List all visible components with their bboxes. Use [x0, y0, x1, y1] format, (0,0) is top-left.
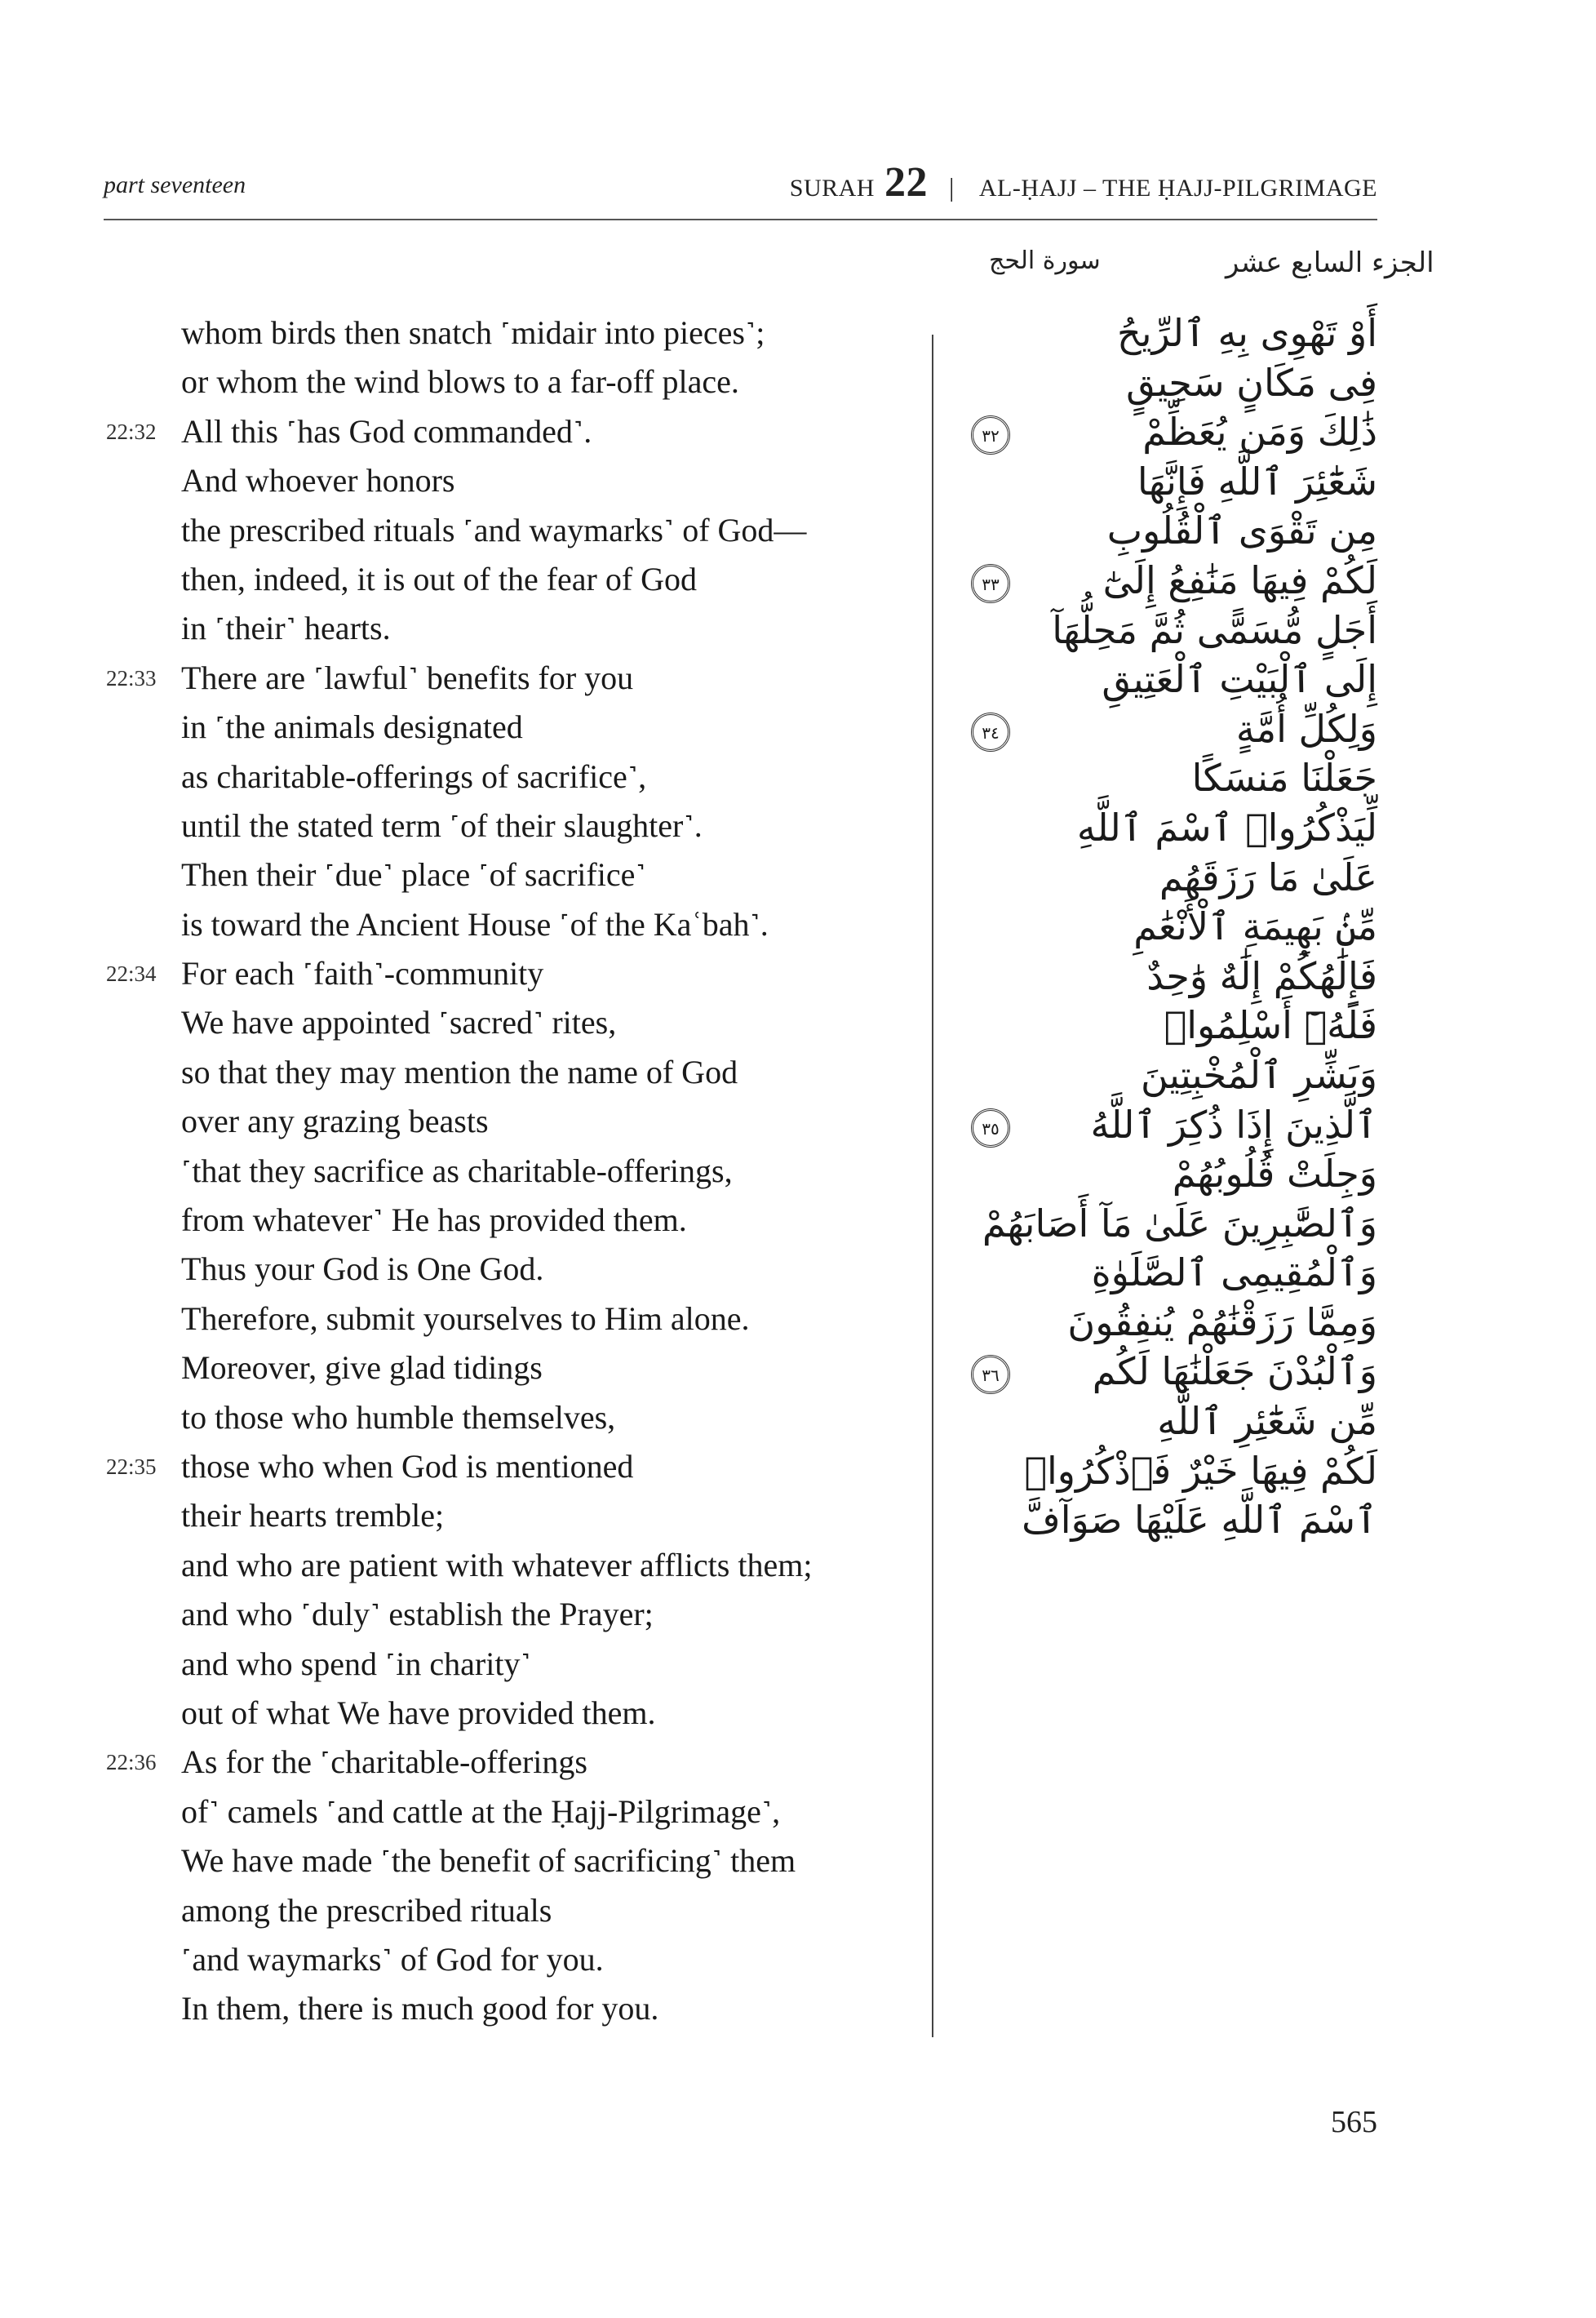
- arabic-line: [963, 952, 1377, 1001]
- arabic-text: ٱسْمَ ٱللَّهِ عَلَيْهَا صَوَآفَّ: [1022, 1498, 1377, 1543]
- arabic-text: وَلِكُلِّ أُمَّةٍ: [1235, 706, 1377, 751]
- translation-line: [0, 802, 922, 850]
- arabic-line: [963, 407, 1377, 457]
- translation-text: is toward the Ancient House ˹of the Kaʿbah˺.: [181, 905, 769, 943]
- translation-line: [0, 1147, 922, 1196]
- arabic-line: [963, 457, 1377, 507]
- translation-text: over any grazing beasts: [181, 1103, 489, 1140]
- arabic-line: [963, 1100, 1377, 1150]
- surah-title: AL-ḤAJJ – THE ḤAJJ-PILGRIMAGE: [978, 175, 1377, 202]
- translation-line: [0, 1640, 922, 1689]
- translation-line: [0, 1245, 922, 1294]
- page-number: 565: [1331, 2105, 1377, 2139]
- arabic-part-label: الجزء السابع عشر: [1226, 246, 1434, 279]
- arabic-text: إِلَى ٱلْبَيْتِ ٱلْعَتِيقِ: [1102, 657, 1377, 702]
- translation-text: until the stated term ˹of their slaughter˺.: [181, 806, 703, 844]
- translation-line: [0, 1541, 922, 1590]
- translation-text: We have appointed ˹sacred˺ rites,: [181, 1004, 617, 1041]
- translation-line: [0, 1442, 922, 1491]
- translation-text: the prescribed rituals ˹and waymarks˺ of God—: [181, 511, 807, 548]
- translation-line: [0, 1984, 922, 2033]
- translation-line: [0, 456, 922, 505]
- arabic-text: لَكُمْ فِيهَا خَيْرٌ فَٱذْكُرُوا۟: [1024, 1448, 1377, 1493]
- arabic-text: فَلَهُۥٓ أَسْلِمُوا۟: [1164, 1003, 1377, 1048]
- arabic-line: [963, 1199, 1377, 1249]
- translation-text: And whoever honors: [181, 462, 455, 500]
- arabic-line: [963, 1050, 1377, 1100]
- translation-text: There are ˹lawful˺ benefits for you: [181, 659, 634, 696]
- translation-line: [0, 1048, 922, 1097]
- translation-text: among the prescribed rituals: [181, 1891, 552, 1929]
- translation-line: [0, 1491, 922, 1540]
- arabic-text: ٱلَّذِينَ إِذَا ذُكِرَ ٱللَّهُ: [1090, 1102, 1377, 1147]
- arabic-text: وَبَشِّرِ ٱلْمُخْبِتِينَ: [1141, 1052, 1377, 1097]
- arabic-line: [963, 1446, 1377, 1496]
- verse-number: 22:36: [106, 1750, 157, 1775]
- translation-text: As for the ˹charitable-offerings: [181, 1743, 587, 1781]
- arabic-line: [963, 1248, 1377, 1298]
- ayah-end-marker: ٣٦: [971, 1355, 1010, 1394]
- arabic-text: فِى مَكَانٍ سَحِيقٍ: [1126, 360, 1377, 405]
- translation-text: or whom the wind blows to a far-off place.: [181, 363, 739, 401]
- translation-line: [0, 703, 922, 752]
- translation-text: those who when God is mentioned: [181, 1447, 634, 1485]
- translation-line: [0, 1294, 922, 1343]
- arabic-text: لِّيَذْكُرُوا۟ ٱسْمَ ٱللَّهِ: [1076, 805, 1377, 850]
- arabic-line: [963, 655, 1377, 704]
- translation-line: [0, 555, 922, 604]
- translation-line: [0, 1343, 922, 1392]
- header-separator: |: [948, 172, 955, 202]
- translation-text: to those who humble themselves,: [181, 1398, 616, 1436]
- translation-line: [0, 1689, 922, 1738]
- header-rule: [104, 219, 1377, 220]
- arabic-line: [963, 358, 1377, 408]
- translation-line: [0, 357, 922, 406]
- translation-text: from whatever˺ He has provided them.: [181, 1201, 687, 1239]
- translation-text: ˹and waymarks˺ of God for you.: [181, 1940, 604, 1978]
- ayah-end-marker: ٣٥: [971, 1108, 1010, 1148]
- translation-text: We have made ˹the benefit of sacrificing˺ them: [181, 1842, 796, 1880]
- translation-line: [0, 998, 922, 1047]
- arabic-surah-label: سورة الحج: [989, 246, 1101, 275]
- arabic-text: عَلَىٰ مَا رَزَقَهُم: [1159, 855, 1377, 899]
- translation-text: Therefore, submit yourselves to Him alone.: [181, 1299, 750, 1337]
- arabic-line: [963, 1001, 1377, 1050]
- translation-text: and who ˹duly˺ establish the Prayer;: [181, 1596, 654, 1633]
- arabic-line: [963, 1495, 1377, 1545]
- arabic-line: [963, 1149, 1377, 1199]
- arabic-text: شَعَٰٓئِرَ ٱللَّهِ فَإِنَّهَا: [1137, 459, 1377, 504]
- translation-text: so that they may mention the name of God: [181, 1053, 738, 1090]
- arabic-line: [963, 902, 1377, 952]
- arabic-text: أَوْ تَهْوِى بِهِ ٱلرِّيحُ: [1117, 311, 1377, 355]
- translation-line: [0, 1886, 922, 1935]
- arabic-line: [963, 556, 1377, 606]
- translation-text: and who are patient with whatever afflicts them;: [181, 1546, 813, 1583]
- translation-line: [0, 1836, 922, 1885]
- translation-line: [0, 309, 922, 357]
- translation-text: their hearts tremble;: [181, 1497, 445, 1534]
- arabic-text: مِن تَقْوَى ٱلْقُلُوبِ: [1106, 508, 1377, 553]
- translation-text: ˹that they sacrifice as charitable-offerings,: [181, 1152, 733, 1189]
- translation-text: Thus your God is One God.: [181, 1250, 544, 1288]
- translation-text: All this ˹has God commanded˺.: [181, 412, 592, 450]
- translation-text: In them, there is much good for you.: [181, 1990, 659, 2027]
- translation-text: Then their ˹due˺ place ˹of sacrifice˺: [181, 856, 646, 894]
- translation-text: in ˹their˺ hearts.: [181, 610, 391, 647]
- translation-line: [0, 1590, 922, 1639]
- verse-number: 22:35: [106, 1454, 157, 1479]
- arabic-line: [963, 309, 1377, 358]
- arabic-line: [963, 1298, 1377, 1348]
- translation-line: [0, 1097, 922, 1146]
- arabic-line: [963, 853, 1377, 903]
- arabic-line: [963, 803, 1377, 853]
- translation-text: and who spend ˹in charity˺: [181, 1645, 531, 1682]
- page-header-surah: [790, 158, 1377, 206]
- arabic-text: أَجَلٍ مُّسَمًّى ثُمَّ مَحِلُّهَآ: [1052, 607, 1377, 652]
- translation-line: [0, 1787, 922, 1836]
- arabic-text: فَإِلَٰهُكُمْ إِلَٰهٌ وَٰحِدٌ: [1146, 953, 1377, 998]
- verse-number: 22:33: [106, 665, 157, 691]
- translation-line: [0, 1393, 922, 1442]
- column-divider: [932, 335, 933, 2037]
- arabic-line: [963, 1347, 1377, 1397]
- translation-line: [0, 900, 922, 949]
- ayah-end-marker: ٣٤: [971, 713, 1010, 752]
- arabic-line: [963, 506, 1377, 556]
- translation-text: Moreover, give glad tidings: [181, 1349, 543, 1387]
- translation-line: [0, 654, 922, 703]
- translation-line: [0, 850, 922, 899]
- english-translation-column: [0, 309, 922, 2034]
- arabic-text: لَكُمْ فِيهَا مَنَٰفِعُ إِلَىٰٓ: [1102, 557, 1377, 602]
- translation-text: whom birds then snatch ˹midair into pieces˺;: [181, 314, 765, 351]
- translation-line: [0, 949, 922, 998]
- translation-text: out of what We have provided them.: [181, 1694, 656, 1731]
- translation-text: then, indeed, it is out of the fear of God: [181, 560, 698, 597]
- translation-text: of˺ camels ˹and cattle at the Ḥajj-Pilgrimage˺,: [181, 1792, 781, 1830]
- arabic-line: [963, 1397, 1377, 1446]
- arabic-text: مِّنۢ بَهِيمَةِ ٱلْأَنْعَٰمِ: [1133, 904, 1377, 949]
- arabic-text: وَٱلْمُقِيمِى ٱلصَّلَوٰةِ: [1091, 1250, 1377, 1295]
- page-header-part: part seventeen: [104, 171, 246, 198]
- translation-line: [0, 753, 922, 802]
- arabic-line: [963, 704, 1377, 754]
- verse-number: 22:32: [106, 419, 157, 444]
- arabic-text: وَٱلصَّٰبِرِينَ عَلَىٰ مَآ أَصَابَهُمْ: [982, 1201, 1377, 1246]
- surah-label: SURAH: [789, 175, 875, 202]
- arabic-line: [963, 753, 1377, 803]
- arabic-line: [963, 606, 1377, 655]
- translation-line: [0, 506, 922, 555]
- arabic-text-column: [963, 309, 1377, 1545]
- arabic-text: مِّن شَعَٰٓئِرِ ٱللَّهِ: [1157, 1399, 1377, 1444]
- verse-number: 22:34: [106, 961, 157, 987]
- translation-line: [0, 1738, 922, 1787]
- translation-line: [0, 1935, 922, 1984]
- translation-text: as charitable-offerings of sacrifice˺,: [181, 757, 647, 795]
- ayah-end-marker: ٣٢: [971, 415, 1010, 455]
- ayah-end-marker: ٣٣: [971, 564, 1010, 603]
- arabic-text: وَمِمَّا رَزَقْنَٰهُمْ يُنفِقُونَ: [1067, 1299, 1377, 1344]
- arabic-text: جَعَلْنَا مَنسَكًا: [1191, 756, 1377, 801]
- translation-line: [0, 604, 922, 653]
- translation-line: [0, 407, 922, 456]
- translation-text: in ˹the animals designated: [181, 708, 523, 746]
- translation-line: [0, 1196, 922, 1245]
- arabic-text: وَجِلَتْ قُلُوبُهُمْ: [1172, 1152, 1377, 1197]
- surah-number: 22: [884, 159, 928, 206]
- arabic-text: وَٱلْبُدْنَ جَعَلْنَٰهَا لَكُم: [1092, 1349, 1377, 1394]
- translation-text: For each ˹faith˺-community: [181, 955, 544, 992]
- arabic-text: ذَٰلِكَ وَمَن يُعَظِّمْ: [1142, 410, 1377, 455]
